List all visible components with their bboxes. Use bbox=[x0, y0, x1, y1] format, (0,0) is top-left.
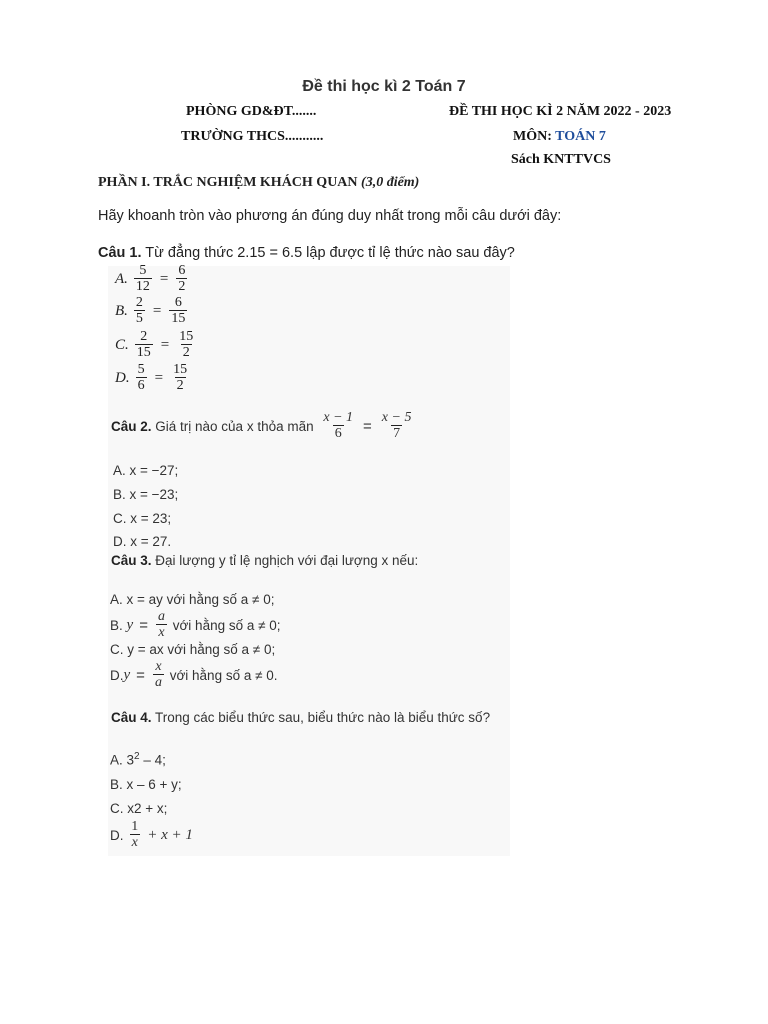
school-line: TRƯỜNG THCS........... bbox=[181, 129, 324, 144]
q3-option-d: D. y = $\frac{x}{a}$ với hằng số a ≠ 0. bbox=[110, 659, 278, 690]
instruction-text: Hãy khoanh tròn vào phương án đúng duy nhất trong mỗi câu dưới đây: bbox=[98, 208, 562, 224]
q4-option-a: A. $3^2 - 4$; bbox=[110, 751, 166, 768]
question-1-text: Từ đẳng thức 2.15 = 6.5 lập được tỉ lệ thức nào sau đây? bbox=[141, 245, 515, 261]
question-2-label: Câu 2. bbox=[111, 418, 152, 434]
question-3 bbox=[111, 553, 418, 568]
question-2: Câu 2. Giá trị nào của x thỏa mãn $\frac{x - 1}{6}$ = $\frac{x - 5}{7}$ bbox=[111, 410, 412, 441]
q2-option-c: C. x = 23; bbox=[113, 511, 172, 526]
subject-line bbox=[513, 129, 606, 145]
q3-option-c: C. y = ax với hằng số a ≠ 0; bbox=[110, 642, 276, 657]
q1-option-b: B. $\frac{2}{5}$ = $\frac{6}{15}$ bbox=[115, 295, 186, 326]
q3-option-a: A. x = ay với hằng số a ≠ 0; bbox=[110, 592, 275, 607]
department-line: PHÒNG GD&ĐT....... bbox=[186, 104, 317, 119]
question-4-label: Câu 4. bbox=[111, 710, 152, 725]
q4-option-b: B. x – 6 + y; bbox=[110, 777, 182, 792]
question-1 bbox=[98, 245, 515, 261]
q4-option-d: D. $\frac{1}{x}$ + x + 1 bbox=[110, 819, 193, 850]
subject-name: TOÁN 7 bbox=[555, 129, 606, 144]
section-heading bbox=[98, 175, 419, 191]
subject-prefix: MÔN: bbox=[513, 129, 556, 144]
question-1-label: Câu 1. bbox=[98, 245, 142, 261]
q2-option-a: A. x = −27; bbox=[113, 463, 179, 478]
q1-option-c: C. $\frac{2}{15}$ = $\frac{15}{2}$ bbox=[115, 329, 194, 360]
question-4-text: Trong các biểu thức sau, biểu thức nào là biểu thức số? bbox=[151, 710, 491, 725]
q3-option-b: B. y = $\frac{a}{x}$ với hằng số a ≠ 0; bbox=[110, 609, 281, 640]
question-4 bbox=[111, 710, 490, 725]
q4-option-c: C. x2 + x; bbox=[110, 801, 168, 816]
q1-option-a: A. $\frac{5}{12}$ = $\frac{6}{2}$ bbox=[115, 263, 186, 294]
section-points: (3,0 điểm) bbox=[361, 175, 420, 190]
textbook-line: Sách KNTTVCS bbox=[511, 152, 611, 167]
document-title: Đề thi học kì 2 Toán 7 bbox=[302, 78, 466, 95]
question-2-text: Giá trị nào của x thỏa mãn bbox=[151, 418, 318, 434]
q2-option-b: B. x = −23; bbox=[113, 487, 179, 502]
section-title: PHẦN I. TRẮC NGHIỆM KHÁCH QUAN bbox=[98, 175, 362, 190]
q1-option-d: D. $\frac{5}{6}$ = $\frac{15}{2}$ bbox=[115, 362, 188, 393]
exam-title-line: ĐỀ THI HỌC KÌ 2 NĂM 2022 - 2023 bbox=[449, 104, 672, 119]
question-3-text: Đại lượng y tỉ lệ nghịch với đại lượng x nếu: bbox=[151, 553, 419, 568]
question-3-label: Câu 3. bbox=[111, 553, 152, 568]
q2-option-d: D. x = 27. bbox=[113, 534, 172, 549]
